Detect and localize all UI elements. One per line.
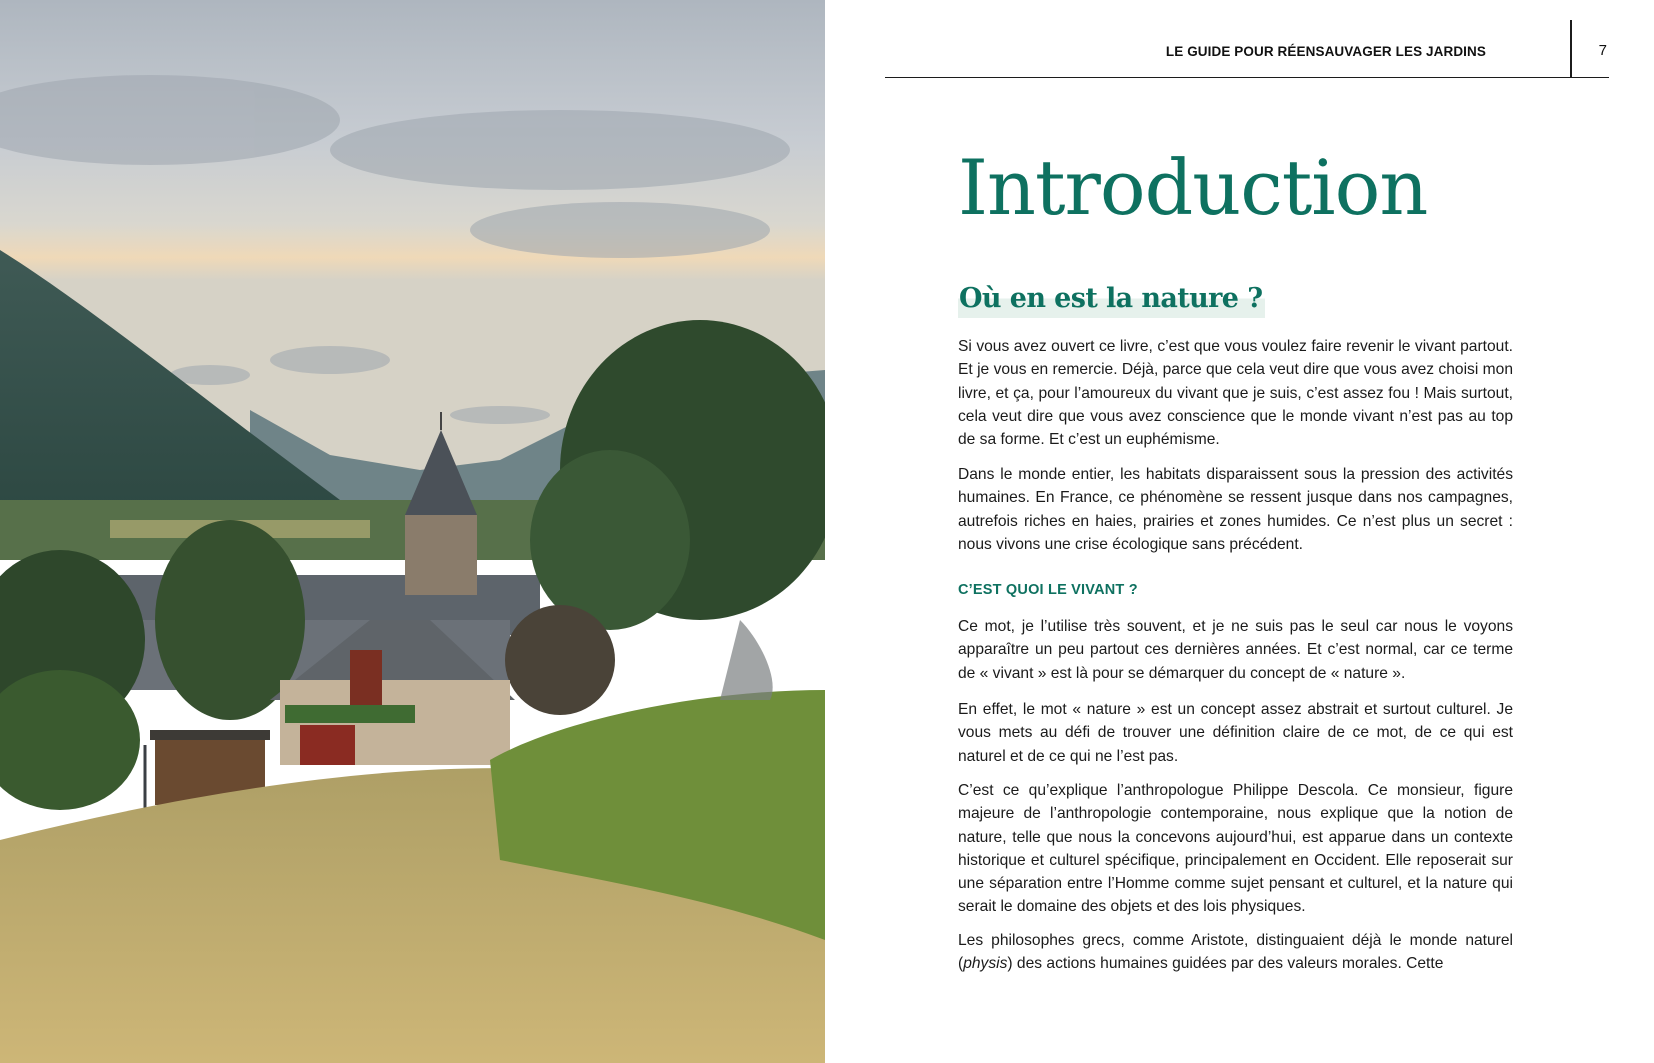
chapter-title: Introduction	[958, 143, 1428, 232]
text-page	[825, 0, 1654, 1063]
village-landscape-image	[0, 0, 825, 1063]
village-photo	[0, 0, 825, 1063]
paragraph-5: C’est ce qu’explique l’anthropologue Philippe Descola. Ce monsieur, figure majeure de l’anthropologie contemporaine, nous explique que la notion de nature, telle que nous la concevons aujourd’hui, est apparue dans un contexte historique et culturel spécifique, principalement en Occident. Elle reposerait sur une séparation entre l’Homme comme sujet pensant et culturel, et la nature qui serait le domaine des objets et des lois physiques.	[958, 782, 1513, 916]
paragraph-6-italic: physis	[963, 955, 1008, 973]
paragraph-6	[958, 929, 1513, 976]
subhead: C’EST QUOI LE VIVANT ?	[958, 582, 1138, 598]
paragraph-6-end: ) des actions humaines guidées par des valeurs morales. Cette	[1007, 955, 1444, 973]
paragraph-1: Si vous avez ouvert ce livre, c’est que vous voulez faire revenir le vivant partout. Et je vous en remercie. Déjà, parce que cela veut dire que vous avez choisi mon livre, et ça, pour l’amoureux du vivant que je suis, c’est assez fou ! Mais surtout, cela veut dire que vous avez conscience que le monde vivant n’est pas au top de sa forme. Et c’est un euphémisme.	[958, 338, 1513, 449]
header-divider	[1570, 20, 1572, 78]
running-title: LE GUIDE POUR RÉENSAUVAGER LES JARDINS	[1165, 44, 1486, 59]
running-header	[885, 20, 1609, 78]
paragraph-2: Dans le monde entier, les habitats disparaissent sous la pression des activités humaines. En France, ce phénomène se ressent jusque dans nos campagnes, autrefois riches en haies, prairies et zones humides. Ce n’est plus un secret : nous vivons une crise écologique sans précédent.	[958, 466, 1513, 553]
paragraph-3: Ce mot, je l’utilise très souvent, et je ne suis pas le seul car nous le voyons apparaître un peu partout ces dernières années. Et c’est normal, car ce terme de « vivant » est là pour se démarquer du concept de « nature ».	[958, 618, 1513, 682]
page-number: 7	[1598, 42, 1607, 59]
paragraph-6-start: Les philosophes grecs, comme Aristote, distinguaient déjà le monde naturel (	[958, 932, 1513, 973]
paragraph-4: En effet, le mot « nature » est un concept assez abstrait et surtout culturel. Je vous mets au défi de trouver une définition claire de ce mot, de ce qui est naturel et de ce qui ne l’est pas.	[958, 701, 1513, 765]
section-title: Où en est la nature ?	[958, 283, 1265, 318]
